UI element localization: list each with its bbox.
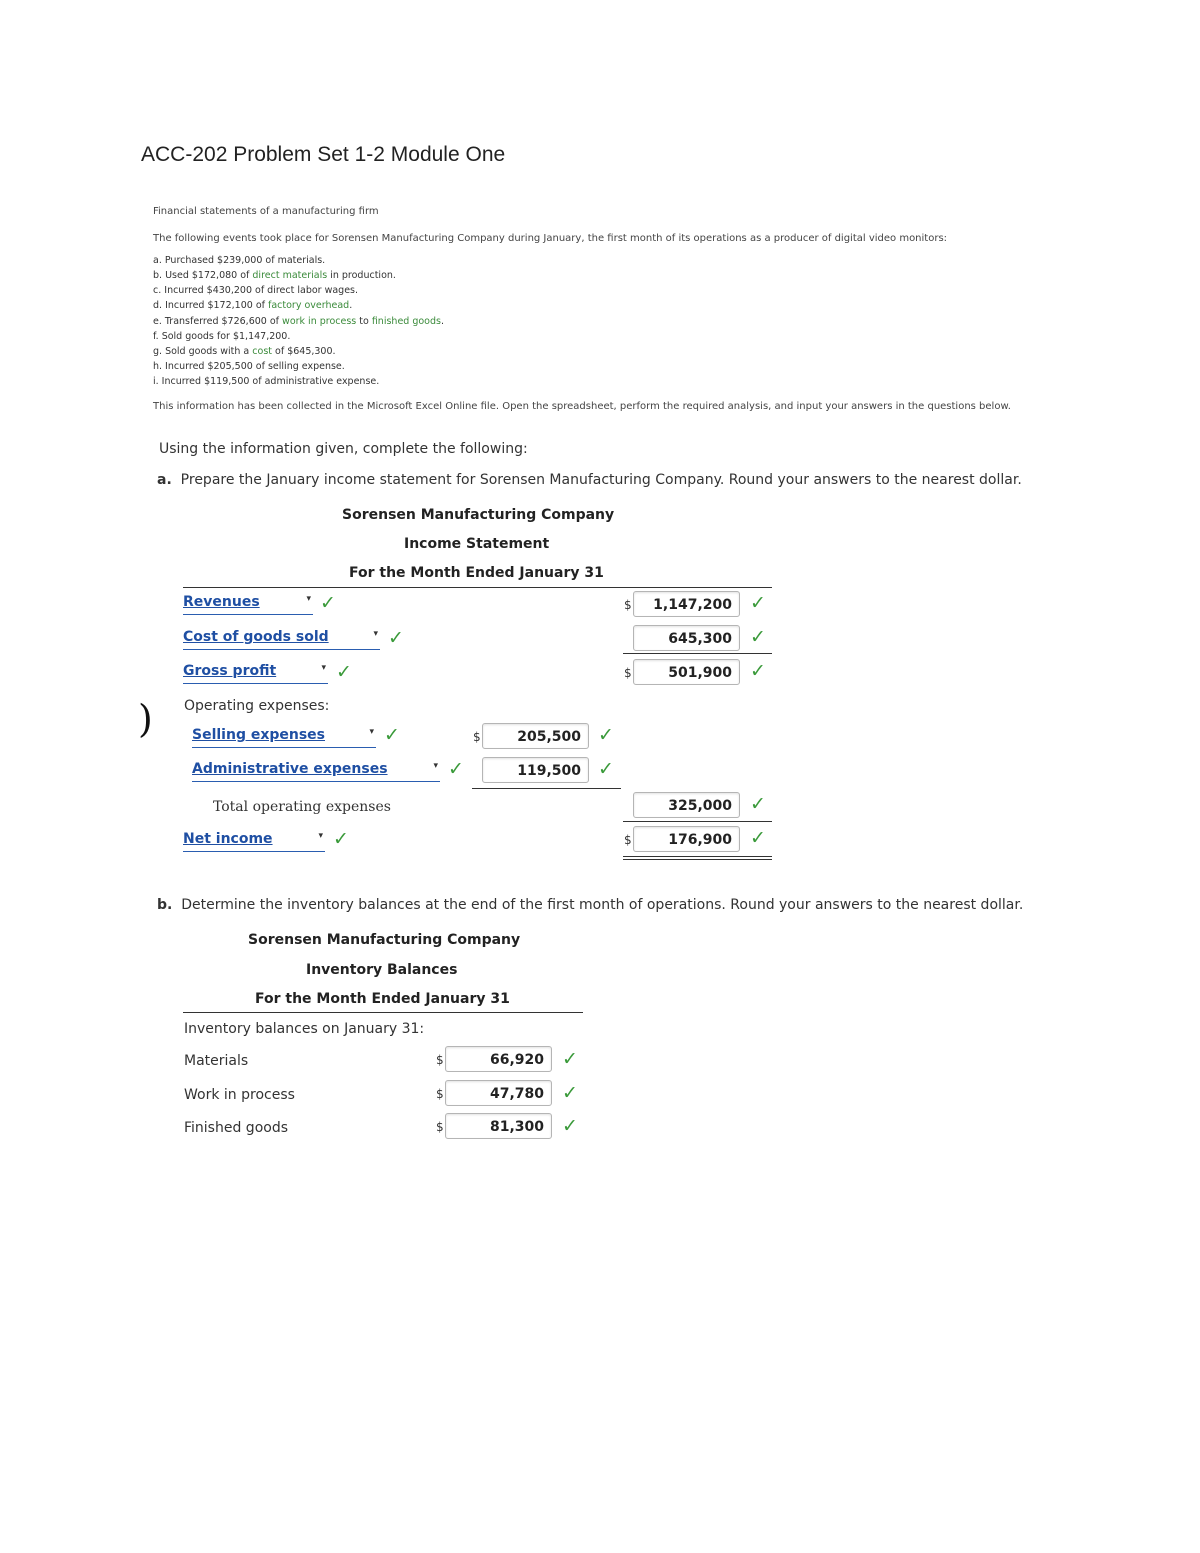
- cogs-input[interactable]: 645,300: [633, 625, 740, 651]
- inv-header-rule: [183, 1012, 583, 1013]
- check-icon: ✓: [598, 724, 614, 746]
- check-icon: ✓: [750, 592, 766, 614]
- dollar-sign: $: [473, 730, 481, 744]
- check-icon: ✓: [598, 758, 614, 780]
- finished-goods-input[interactable]: 81,300: [445, 1113, 552, 1139]
- check-icon: ✓: [750, 793, 766, 815]
- cost-link[interactable]: cost: [252, 346, 272, 357]
- inventory-intro-label: Inventory balances on January 31:: [184, 1021, 425, 1037]
- dollar-sign: $: [624, 666, 632, 680]
- is-header-rule: [183, 587, 772, 588]
- check-icon: ✓: [750, 827, 766, 849]
- event-b: b. Used $172,080 of direct materials in production.: [153, 270, 396, 281]
- operating-expenses-label: Operating expenses:: [184, 698, 330, 714]
- total-opex-rule: [623, 821, 772, 822]
- gross-profit-dropdown-label: Gross profit: [183, 663, 277, 679]
- margin-parenthesis: ): [138, 697, 153, 741]
- dollar-sign: $: [624, 598, 632, 612]
- chevron-down-icon: ▾: [433, 761, 438, 771]
- instructions-heading: Using the information given, complete the following:: [159, 441, 528, 457]
- revenues-dropdown-label: Revenues: [183, 594, 260, 610]
- opex-rule: [472, 788, 621, 789]
- event-g: g. Sold goods with a cost of $645,300.: [153, 346, 336, 357]
- check-icon: ✓: [336, 661, 352, 683]
- check-icon: ✓: [562, 1082, 578, 1104]
- cogs-dropdown[interactable]: [183, 629, 380, 650]
- check-icon: ✓: [320, 592, 336, 614]
- check-icon: ✓: [333, 828, 349, 850]
- chevron-down-icon: ▾: [306, 594, 311, 604]
- section-title: Financial statements of a manufacturing firm: [153, 206, 379, 217]
- gross-profit-dropdown[interactable]: [183, 663, 328, 684]
- part-b-question: b. Determine the inventory balances at the end of the first month of operations. Round your answers to the nearest dollar.: [157, 897, 1024, 913]
- check-icon: ✓: [562, 1115, 578, 1137]
- check-icon: ✓: [750, 660, 766, 682]
- work-in-process-link[interactable]: work in process: [282, 316, 357, 327]
- part-a-question: a. Prepare the January income statement for Sorensen Manufacturing Company. Round your answers to the nearest dollar.: [157, 472, 1022, 488]
- event-f: f. Sold goods for $1,147,200.: [153, 331, 291, 342]
- event-c: c. Incurred $430,200 of direct labor wages.: [153, 285, 359, 296]
- selling-expenses-input[interactable]: 205,500: [482, 723, 589, 749]
- inv-period: For the Month Ended January 31: [255, 991, 510, 1007]
- work-in-process-input[interactable]: 47,780: [445, 1080, 552, 1106]
- materials-input[interactable]: 66,920: [445, 1046, 552, 1072]
- admin-expenses-input[interactable]: 119,500: [482, 757, 589, 783]
- dollar-sign: $: [436, 1053, 444, 1067]
- net-income-dropdown[interactable]: [183, 831, 325, 852]
- finished-goods-label: Finished goods: [184, 1120, 289, 1136]
- check-icon: ✓: [448, 758, 464, 780]
- event-e: e. Transferred $726,600 of work in process to finished goods.: [153, 316, 445, 327]
- is-company-name: Sorensen Manufacturing Company: [342, 507, 615, 523]
- net-income-rule-1: [623, 856, 772, 857]
- event-a: a. Purchased $239,000 of materials.: [153, 255, 326, 266]
- total-operating-expenses-input[interactable]: 325,000: [633, 792, 740, 818]
- event-h: h. Incurred $205,500 of selling expense.: [153, 361, 345, 372]
- materials-label: Materials: [184, 1053, 249, 1069]
- net-income-rule-2: [623, 859, 772, 860]
- chevron-down-icon: ▾: [373, 629, 378, 639]
- is-title: Income Statement: [404, 536, 550, 552]
- chevron-down-icon: ▾: [318, 831, 323, 841]
- direct-materials-link[interactable]: direct materials: [252, 270, 328, 281]
- admin-expenses-dropdown[interactable]: [192, 761, 440, 782]
- admin-expenses-dropdown-label: Administrative expenses: [192, 761, 388, 777]
- cogs-dropdown-label: Cost of goods sold: [183, 629, 329, 645]
- dollar-sign: $: [436, 1120, 444, 1134]
- selling-expenses-dropdown[interactable]: [192, 727, 376, 748]
- finished-goods-link[interactable]: finished goods: [371, 316, 441, 327]
- check-icon: ✓: [562, 1048, 578, 1070]
- document-title: ACC-202 Problem Set 1-2 Module One: [141, 143, 506, 166]
- gross-profit-input[interactable]: 501,900: [633, 659, 740, 685]
- check-icon: ✓: [384, 724, 400, 746]
- revenues-dropdown[interactable]: [183, 594, 313, 615]
- net-income-input[interactable]: 176,900: [633, 826, 740, 852]
- inv-title: Inventory Balances: [306, 962, 458, 978]
- total-operating-expenses-label: Total operating expenses: [213, 799, 391, 815]
- dollar-sign: $: [436, 1087, 444, 1101]
- event-i: i. Incurred $119,500 of administrative expense.: [153, 376, 380, 387]
- intro-paragraph: The following events took place for Sorensen Manufacturing Company during January, the first month of its operations as a producer of digital video monitors:: [153, 233, 948, 244]
- work-in-process-label: Work in process: [184, 1087, 295, 1103]
- check-icon: ✓: [750, 626, 766, 648]
- excel-note: This information has been collected in the Microsoft Excel Online file. Open the spreadsheet, perform the required analysis, and input your answers in the questions below.: [153, 401, 1011, 412]
- net-income-dropdown-label: Net income: [183, 831, 273, 847]
- factory-overhead-link[interactable]: factory overhead: [268, 300, 350, 311]
- check-icon: ✓: [388, 627, 404, 649]
- is-period: For the Month Ended January 31: [349, 565, 604, 581]
- dollar-sign: $: [624, 833, 632, 847]
- selling-expenses-dropdown-label: Selling expenses: [192, 727, 326, 743]
- chevron-down-icon: ▾: [321, 663, 326, 673]
- chevron-down-icon: ▾: [369, 727, 374, 737]
- cogs-rule: [623, 653, 772, 654]
- inv-company-name: Sorensen Manufacturing Company: [248, 932, 521, 948]
- revenues-input[interactable]: 1,147,200: [633, 591, 740, 617]
- event-d: d. Incurred $172,100 of factory overhead.: [153, 300, 353, 311]
